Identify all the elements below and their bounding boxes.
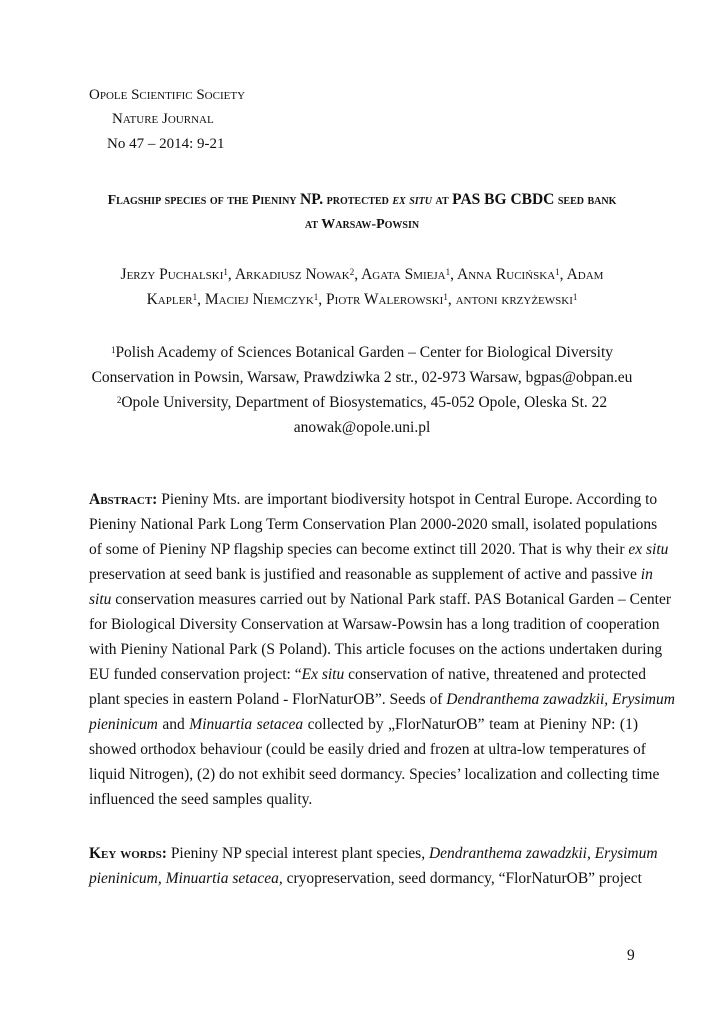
author-name: Jerzy Puchalski <box>120 266 224 283</box>
abstract-line: Pieniny National Park Long Term Conservation Plan 2000-2020 small, isolated populations <box>89 516 658 533</box>
keywords-line <box>89 870 642 888</box>
author-affil-sup: 1 <box>443 292 448 302</box>
author-name: antoni krzyżewski <box>455 291 573 308</box>
affiliation-sup: 2 <box>116 395 122 405</box>
affiliation-2-line-1 <box>40 394 684 412</box>
author-affil-sup: 1 <box>445 267 451 277</box>
abstract-line: with Pieniny National Park (S Poland). This article focuses on the actions undertaken during <box>89 641 663 658</box>
affiliation-sup: 1 <box>110 345 116 355</box>
title-text: seed bank <box>554 193 617 208</box>
abstract-text: of some of Pieniny NP flagship species can become extinct till 2020. That is why their <box>89 541 629 558</box>
title-text: at <box>432 193 453 208</box>
author-affil-sup: 1 <box>192 292 198 302</box>
author-name: Adam <box>566 266 604 283</box>
journal-name: Nature Journal <box>112 111 214 127</box>
abstract-line <box>89 491 658 509</box>
abstract-line <box>89 716 638 734</box>
author-name: Anna Rucińska <box>457 266 556 283</box>
abstract-text: EU funded conservation project: “ <box>89 666 302 683</box>
abstract-italic: ex situ <box>628 541 669 558</box>
authors-line-1: Jerzy Puchalski$^1$, Arkadiusz Nowak$^2$, Agata Smieja$^1$, Anna Rucińska$^1$, Adam <box>120 266 604 283</box>
abstract-line <box>89 591 671 609</box>
abstract-text: Pieniny Mts. are important biodiversity hotspot in Central Europe. According to <box>157 491 658 508</box>
abstract-line: liquid Nitrogen), (2) do not exhibit seed dormancy. Species’ localization and collecting time <box>89 766 660 783</box>
abstract-line <box>89 566 653 584</box>
abstract-line: for Biological Diversity Conservation at Warsaw-Powsin has a long tradition of cooperation <box>89 616 660 633</box>
issue-info: No 47 – 2014: 9-21 <box>107 136 225 152</box>
abstract-line: influenced the seed samples quality. <box>89 791 313 808</box>
abstract-italic: Minuartia setacea <box>189 716 304 733</box>
society-name: Opole Scientific Society <box>89 87 246 103</box>
abstract-line <box>89 541 669 559</box>
title-pas: PAS BG CBDC <box>452 191 555 208</box>
abstract-text: plant species in eastern Poland - FlorNaturOB”. Seeds of <box>89 691 447 708</box>
authors-line-2: Kapler$^1$, Maciej Niemczyk$^1$, Piotr Walerowski$^1$, antoni krzyżewski$^1$ <box>146 291 578 308</box>
author-affil-sup: 1 <box>223 267 228 277</box>
abstract-text: and <box>157 716 190 733</box>
title-text: protected <box>323 193 393 208</box>
abstract-text: conservation of native, threatened and protected <box>344 666 646 683</box>
page-number: 9 <box>627 947 635 964</box>
abstract-line <box>89 666 646 684</box>
author-name: Maciej Niemczyk <box>204 291 314 308</box>
author-name: Arkadiusz Nowak <box>234 266 350 283</box>
abstract-italic: Ex situ <box>301 666 345 683</box>
title-np: NP. <box>300 191 324 208</box>
title-text: Flagship species of the Pieniny <box>107 193 301 208</box>
author-affil-sup: 1 <box>555 267 560 277</box>
keywords-label: Key words: <box>89 845 167 862</box>
author-affil-sup: 1 <box>313 292 319 302</box>
abstract-label: Abstract: <box>89 491 158 508</box>
affiliation-2-line-2: anowak@opole.uni.pl <box>293 419 431 436</box>
abstract-italic: pieninicum <box>89 716 158 733</box>
author-affil-sup: 2 <box>349 267 355 277</box>
abstract-italic: Dendranthema zawadzkii, Erysimum <box>446 691 675 708</box>
affiliation-text: Opole University, Department of Biosystematics, 45-052 Opole, Oleska St. 22 <box>121 394 608 411</box>
abstract-line: showed orthodox behaviour (could be easily dried and frozen at ultra-low temperatures of <box>89 741 646 758</box>
affiliation-1-line-1 <box>40 344 684 362</box>
affiliation-text: Polish Academy of Sciences Botanical Garden – Center for Biological Diversity <box>115 344 614 361</box>
abstract-text: collected by „FlorNaturOB” team at Pieniny NP: (1) <box>303 716 638 733</box>
keywords-text: Pieniny NP special interest plant species, <box>166 845 429 862</box>
keywords-line <box>89 845 658 863</box>
keywords-italic: Dendranthema zawadzkii, Erysimum <box>428 845 658 862</box>
author-name: Kapler <box>146 291 193 308</box>
author-name: Piotr Walerowski <box>326 291 444 308</box>
title-ex-situ: ex situ <box>392 193 433 208</box>
paper-title-line-2: at Warsaw-Powsin <box>304 217 420 232</box>
abstract-italic: in <box>640 566 653 583</box>
abstract-line <box>89 691 675 709</box>
keywords-italic: pieninicum, Minuartia setacea, <box>89 870 283 887</box>
abstract-text: conservation measures carried out by National Park staff. PAS Botanical Garden – Center <box>111 591 671 608</box>
abstract-italic: situ <box>89 591 112 608</box>
paper-title-line-1 <box>70 191 654 210</box>
affiliation-1-line-2: Conservation in Powsin, Warsaw, Prawdziwka 2 str., 02-973 Warsaw, bgpas@obpan.eu <box>91 369 633 386</box>
abstract-text: preservation at seed bank is justified and reasonable as supplement of active and passive <box>89 566 641 583</box>
keywords-text: cryopreservation, seed dormancy, “FlorNaturOB” project <box>282 870 642 887</box>
author-affil-sup: 1 <box>572 292 578 302</box>
author-name: Agata Smieja <box>361 266 446 283</box>
